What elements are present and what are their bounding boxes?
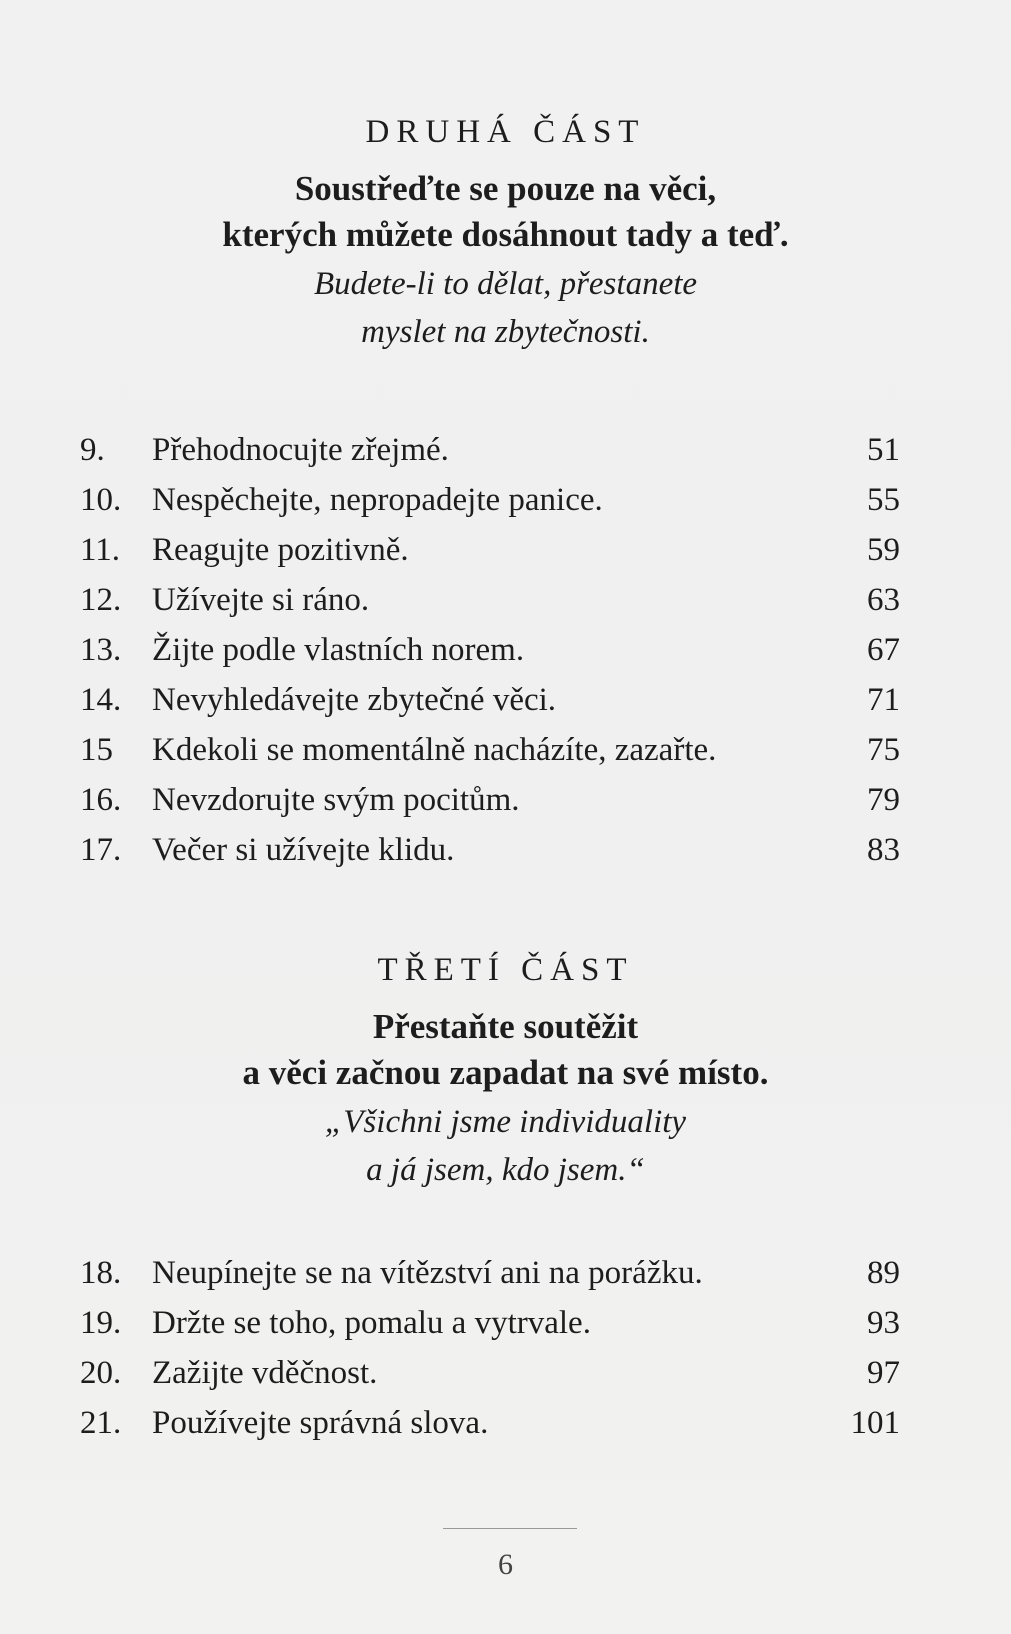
part-heading: DRUHÁ ČÁST: [365, 114, 646, 150]
chapter-number: 9.: [80, 432, 105, 468]
toc-entry[interactable]: [80, 775, 900, 825]
chapter-number: 11.: [80, 532, 121, 568]
chapter-number: 17.: [80, 832, 122, 868]
part-motto: [0, 260, 1011, 356]
part-heading: TŘETÍ ČÁST: [377, 952, 634, 988]
toc-entry[interactable]: [80, 675, 900, 725]
table-of-contents-part-three: [80, 1248, 900, 1448]
chapter-page: 101: [850, 1405, 900, 1441]
chapter-title: Nevyhledávejte zbytečné věci.: [152, 682, 557, 718]
toc-entry[interactable]: [80, 725, 900, 775]
part-title: [0, 1004, 1011, 1096]
chapter-page: 55: [867, 482, 900, 518]
chapter-page: 97: [867, 1355, 900, 1391]
chapter-title: Kdekoli se momentálně nacházíte, zazařte.: [152, 732, 717, 768]
chapter-page: 51: [867, 432, 900, 468]
chapter-title: Neupínejte se na vítězství ani na porážku.: [152, 1255, 703, 1291]
part-motto-line: Budete-li to dělat, přestanete: [313, 266, 698, 302]
part-title-line: a věci začnou zapadat na své místo.: [242, 1053, 769, 1092]
part-motto: [0, 1098, 1011, 1194]
table-of-contents-part-two: [80, 425, 900, 875]
part-title-line: kterých můžete dosáhnout tady a teď.: [222, 215, 789, 254]
chapter-page: 75: [867, 732, 900, 768]
part-two-header: [0, 112, 1011, 356]
chapter-number: 12.: [80, 582, 122, 618]
toc-entry[interactable]: [80, 1248, 900, 1298]
chapter-number: 20.: [80, 1355, 122, 1391]
toc-entry[interactable]: [80, 1398, 900, 1448]
chapter-title: Držte se toho, pomalu a vytrvale.: [152, 1305, 591, 1341]
toc-entry[interactable]: [80, 825, 900, 875]
chapter-title: Přehodnocujte zřejmé.: [152, 432, 449, 468]
toc-entry[interactable]: [80, 625, 900, 675]
page-number: 6: [498, 1548, 513, 1581]
chapter-title: Užívejte si ráno.: [152, 582, 370, 618]
part-motto-line: „Všichni jsme individuality: [324, 1104, 687, 1140]
chapter-title: Zažijte vděčnost.: [152, 1355, 378, 1391]
part-three-header: [0, 950, 1011, 1194]
toc-entry[interactable]: [80, 475, 900, 525]
part-title-line: Soustřeďte se pouze na věci,: [294, 169, 717, 208]
toc-entry[interactable]: [80, 525, 900, 575]
chapter-page: 71: [867, 682, 900, 718]
chapter-page: 67: [867, 632, 900, 668]
chapter-page: 93: [867, 1305, 900, 1341]
chapter-title: Žijte podle vlastních norem.: [152, 632, 525, 668]
toc-entry[interactable]: [80, 1298, 900, 1348]
chapter-title: Večer si užívejte klidu.: [152, 832, 455, 868]
chapter-number: 14.: [80, 682, 122, 718]
part-motto-line: a já jsem, kdo jsem.“: [366, 1152, 645, 1188]
chapter-number: 19.: [80, 1305, 122, 1341]
chapter-page: 79: [867, 782, 900, 818]
part-title-line: Přestaňte soutěžit: [372, 1007, 639, 1046]
chapter-title: Používejte správná slova.: [152, 1405, 489, 1441]
chapter-number: 13.: [80, 632, 122, 668]
chapter-title: Reagujte pozitivně.: [152, 532, 409, 568]
toc-entry[interactable]: [80, 425, 900, 475]
toc-entry[interactable]: [80, 575, 900, 625]
chapter-number: 18.: [80, 1255, 122, 1291]
chapter-title: Nespěchejte, nepropadejte panice.: [152, 482, 603, 518]
chapter-page: 89: [867, 1255, 900, 1291]
chapter-number: 10.: [80, 482, 122, 518]
part-title: [0, 166, 1011, 258]
chapter-page: 83: [867, 832, 900, 868]
toc-entry[interactable]: [80, 1348, 900, 1398]
chapter-title: Nevzdorujte svým pocitům.: [152, 782, 520, 818]
chapter-page: 59: [867, 532, 900, 568]
chapter-number: 21.: [80, 1405, 122, 1441]
chapter-number: 15: [80, 732, 113, 768]
footer-divider: [443, 1528, 577, 1529]
chapter-number: 16.: [80, 782, 122, 818]
chapter-page: 63: [867, 582, 900, 618]
part-motto-line: myslet na zbytečnosti.: [361, 314, 650, 350]
